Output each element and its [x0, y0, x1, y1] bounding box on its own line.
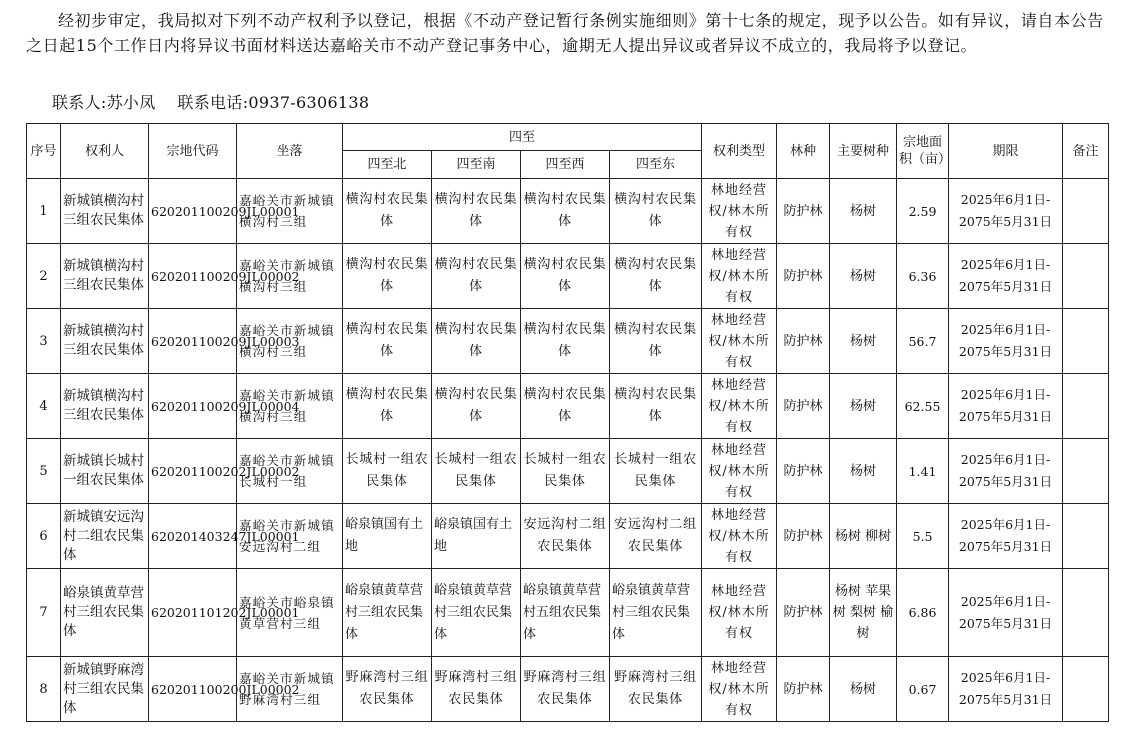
cell-holder: 新城镇长城村一组农民集体: [61, 439, 149, 504]
header-location: 坐落: [237, 124, 343, 179]
cell-south: 峪泉镇黄草营村三组农民集体: [432, 569, 521, 657]
cell-holder: 峪泉镇黄草营村三组农民集体: [61, 569, 149, 657]
cell-east: 横沟村农民集体: [610, 309, 702, 374]
cell-seq: 8: [27, 657, 61, 722]
cell-west: 峪泉镇黄草营村五组农民集体: [521, 569, 610, 657]
cell-holder: 新城镇野麻湾村三组农民集体: [61, 657, 149, 722]
header-right-type: 权利类型: [702, 124, 777, 179]
period-start: 2025年6月1日-: [960, 517, 1051, 532]
cell-right-type: 林地经营权/林木所有权: [702, 657, 777, 722]
cell-west: 横沟村农民集体: [521, 244, 610, 309]
cell-right-type: 林地经营权/林木所有权: [702, 309, 777, 374]
period-start: 2025年6月1日-: [960, 192, 1051, 207]
cell-seq: 3: [27, 309, 61, 374]
cell-holder: 新城镇横沟村三组农民集体: [61, 374, 149, 439]
header-boundary: 四至: [343, 124, 702, 151]
cell-south: 横沟村农民集体: [432, 309, 521, 374]
cell-period: [949, 244, 1063, 309]
cell-south: 横沟村农民集体: [432, 179, 521, 244]
cell-period: [949, 439, 1063, 504]
cell-north: 长城村一组农民集体: [343, 439, 432, 504]
cell-remark: [1063, 569, 1109, 657]
cell-west: 横沟村农民集体: [521, 179, 610, 244]
cell-tree: 杨树 苹果树 梨树 榆树: [830, 569, 897, 657]
cell-east: 横沟村农民集体: [610, 244, 702, 309]
header-seq: 序号: [27, 124, 61, 179]
cell-holder: 新城镇横沟村三组农民集体: [61, 309, 149, 374]
cell-south: 峪泉镇国有土地: [432, 504, 521, 569]
cell-location: 嘉峪关市新城镇横沟村三组: [237, 309, 343, 374]
contact-person: 联系人:苏小凤: [52, 93, 156, 112]
cell-west: 横沟村农民集体: [521, 309, 610, 374]
period-start: 2025年6月1日-: [960, 452, 1051, 467]
cell-right-type: 林地经营权/林木所有权: [702, 244, 777, 309]
cell-code: 620201101202JL00001: [149, 569, 237, 657]
cell-location: 嘉峪关市新城镇野麻湾村三组: [237, 657, 343, 722]
cell-north: 横沟村农民集体: [343, 179, 432, 244]
cell-tree: 杨树: [830, 309, 897, 374]
cell-code: 620201100209JL00004: [149, 374, 237, 439]
cell-code: 620201100200JL00002: [149, 657, 237, 722]
cell-north: 横沟村农民集体: [343, 309, 432, 374]
cell-forest-type: 防护林: [777, 374, 830, 439]
table-row: [27, 374, 1109, 439]
cell-code: 620201100202JL00002: [149, 439, 237, 504]
cell-north: 峪泉镇国有土地: [343, 504, 432, 569]
cell-remark: [1063, 439, 1109, 504]
cell-period: [949, 309, 1063, 374]
cell-forest-type: 防护林: [777, 309, 830, 374]
cell-south: 长城村一组农民集体: [432, 439, 521, 504]
cell-west: 野麻湾村三组农民集体: [521, 657, 610, 722]
period-end: 2075年5月31日: [958, 692, 1053, 707]
header-forest-type: 林种: [777, 124, 830, 179]
cell-holder: 新城镇横沟村三组农民集体: [61, 179, 149, 244]
cell-west: 安远沟村二组农民集体: [521, 504, 610, 569]
period-start: 2025年6月1日-: [960, 670, 1051, 685]
cell-remark: [1063, 504, 1109, 569]
header-tree: 主要树种: [830, 124, 897, 179]
cell-tree: 杨树: [830, 179, 897, 244]
cell-remark: [1063, 374, 1109, 439]
cell-south: 横沟村农民集体: [432, 244, 521, 309]
cell-right-type: 林地经营权/林木所有权: [702, 504, 777, 569]
cell-tree: 杨树: [830, 439, 897, 504]
cell-period: [949, 179, 1063, 244]
table-row: [27, 309, 1109, 374]
header-east: 四至东: [610, 151, 702, 179]
cell-holder: 新城镇安远沟村二组农民集体: [61, 504, 149, 569]
period-end: 2075年5月31日: [958, 214, 1053, 229]
cell-holder: 新城镇横沟村三组农民集体: [61, 244, 149, 309]
cell-area: 2.59: [897, 179, 949, 244]
cell-forest-type: 防护林: [777, 439, 830, 504]
cell-north: 横沟村农民集体: [343, 374, 432, 439]
table-row: [27, 657, 1109, 722]
cell-period: [949, 569, 1063, 657]
period-start: 2025年6月1日-: [960, 257, 1051, 272]
table-row: [27, 569, 1109, 657]
header-period: 期限: [949, 124, 1063, 179]
cell-right-type: 林地经营权/林木所有权: [702, 569, 777, 657]
cell-forest-type: 防护林: [777, 504, 830, 569]
header-west: 四至西: [521, 151, 610, 179]
table-row: [27, 179, 1109, 244]
cell-east: 长城村一组农民集体: [610, 439, 702, 504]
cell-location: 嘉峪关市新城镇横沟村三组: [237, 374, 343, 439]
cell-tree: 杨树: [830, 657, 897, 722]
header-row: [27, 124, 1109, 151]
registration-table: [26, 123, 1109, 722]
period-start: 2025年6月1日-: [960, 322, 1051, 337]
cell-east: 横沟村农民集体: [610, 374, 702, 439]
header-holder: 权利人: [61, 124, 149, 179]
period-start: 2025年6月1日-: [960, 593, 1051, 609]
cell-area: 1.41: [897, 439, 949, 504]
cell-east: 安远沟村二组农民集体: [610, 504, 702, 569]
cell-east: 峪泉镇黄草营村三组农民集体: [610, 569, 702, 657]
cell-forest-type: 防护林: [777, 569, 830, 657]
table-row: [27, 439, 1109, 504]
contact-phone: 联系电话:0937-6306138: [177, 93, 370, 112]
cell-area: 56.7: [897, 309, 949, 374]
cell-code: 620201100209JL00002: [149, 244, 237, 309]
cell-seq: 2: [27, 244, 61, 309]
cell-remark: [1063, 244, 1109, 309]
cell-tree: 杨树 柳树: [830, 504, 897, 569]
cell-east: 横沟村农民集体: [610, 179, 702, 244]
contact-line: [52, 92, 369, 114]
header-south: 四至南: [432, 151, 521, 179]
cell-period: [949, 657, 1063, 722]
cell-code: 620201100209JL00003: [149, 309, 237, 374]
cell-location: 嘉峪关市新城镇横沟村三组: [237, 179, 343, 244]
cell-location: 嘉峪关市新城镇安远沟村二组: [237, 504, 343, 569]
period-end: 2075年5月31日: [958, 474, 1053, 489]
cell-area: 62.55: [897, 374, 949, 439]
header-remark: 备注: [1063, 124, 1109, 179]
cell-area: 5.5: [897, 504, 949, 569]
cell-west: 横沟村农民集体: [521, 374, 610, 439]
cell-seq: 5: [27, 439, 61, 504]
cell-seq: 1: [27, 179, 61, 244]
cell-south: 横沟村农民集体: [432, 374, 521, 439]
cell-area: 6.86: [897, 569, 949, 657]
cell-code: 620201403247JL00001: [149, 504, 237, 569]
period-start: 2025年6月1日-: [960, 387, 1051, 402]
header-area: 宗地面积（亩）: [897, 124, 949, 179]
cell-north: 峪泉镇黄草营村三组农民集体: [343, 569, 432, 657]
cell-east: 野麻湾村三组农民集体: [610, 657, 702, 722]
cell-tree: 杨树: [830, 374, 897, 439]
cell-area: 6.36: [897, 244, 949, 309]
header-code: 宗地代码: [149, 124, 237, 179]
cell-right-type: 林地经营权/林木所有权: [702, 179, 777, 244]
cell-right-type: 林地经营权/林木所有权: [702, 439, 777, 504]
cell-remark: [1063, 657, 1109, 722]
cell-west: 长城村一组农民集体: [521, 439, 610, 504]
cell-seq: 6: [27, 504, 61, 569]
cell-tree: 杨树: [830, 244, 897, 309]
cell-period: [949, 374, 1063, 439]
cell-forest-type: 防护林: [777, 244, 830, 309]
cell-code: 620201100209JL00001: [149, 179, 237, 244]
cell-north: 野麻湾村三组农民集体: [343, 657, 432, 722]
cell-seq: 7: [27, 569, 61, 657]
notice-paragraph: 经初步审定，我局拟对下列不动产权利予以登记，根据《不动产登记暂行条例实施细则》第十七条的规定，现予以公告。如有异议，请自本公告之日起15个工作日内将异议书面材料送达嘉峪关市不动产登记事务中心，逾期无人提出异议或者异议不成立的，我局将予以登记。: [26, 11, 1104, 55]
period-end: 2075年5月31日: [958, 539, 1053, 554]
period-end: 2075年5月31日: [958, 344, 1053, 359]
period-end: 2075年5月31日: [958, 409, 1053, 424]
cell-location: 嘉峪关市峪泉镇黄草营村三组: [237, 569, 343, 657]
cell-north: 横沟村农民集体: [343, 244, 432, 309]
cell-period: [949, 504, 1063, 569]
cell-seq: 4: [27, 374, 61, 439]
period-end: 2075年5月31日: [958, 615, 1053, 631]
cell-location: 嘉峪关市新城镇长城村一组: [237, 439, 343, 504]
table-row: [27, 244, 1109, 309]
cell-forest-type: 防护林: [777, 657, 830, 722]
period-end: 2075年5月31日: [958, 279, 1053, 294]
header-north: 四至北: [343, 151, 432, 179]
cell-forest-type: 防护林: [777, 179, 830, 244]
cell-area: 0.67: [897, 657, 949, 722]
cell-right-type: 林地经营权/林木所有权: [702, 374, 777, 439]
cell-south: 野麻湾村三组农民集体: [432, 657, 521, 722]
cell-location: 嘉峪关市新城镇横沟村三组: [237, 244, 343, 309]
table-row: [27, 504, 1109, 569]
cell-remark: [1063, 179, 1109, 244]
cell-remark: [1063, 309, 1109, 374]
